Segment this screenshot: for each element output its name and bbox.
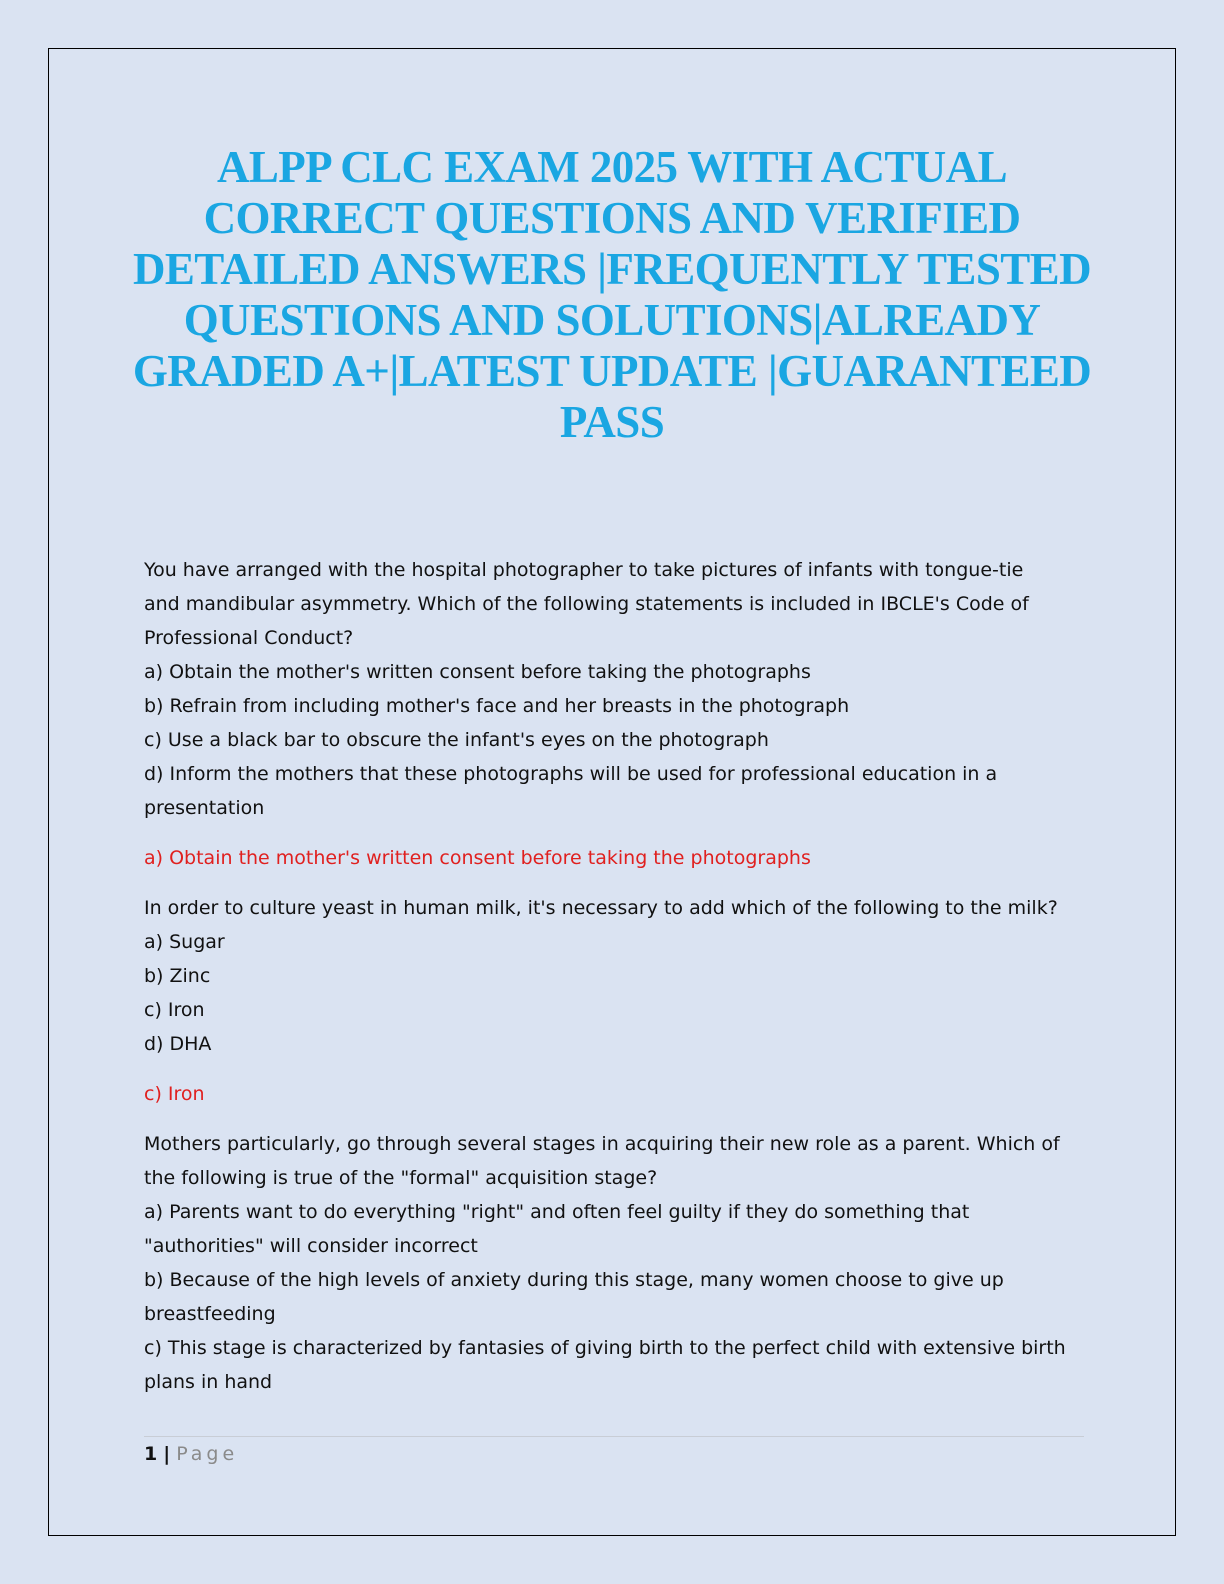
- document-title: [130, 142, 1094, 448]
- title-line: DETAILED ANSWERS |FREQUENTLY TESTED: [133, 244, 1091, 294]
- option-line: d) Inform the mothers that these photographs will be used for professional education in a: [144, 763, 998, 785]
- question-3: [144, 1127, 1084, 1399]
- questions-body: [144, 553, 1084, 1399]
- option-line: b) Zinc: [144, 965, 211, 987]
- option-line: a) Sugar: [144, 931, 225, 953]
- page-label: Page: [176, 1443, 239, 1465]
- option-line: a) Parents want to do everything "right" and often feel guilty if they do something that: [144, 1201, 970, 1223]
- stem-line: You have arranged with the hospital photographer to take pictures of infants with tongue-tie: [144, 559, 1024, 581]
- option-line: b) Refrain from including mother's face and her breasts in the photograph: [144, 695, 850, 717]
- page-number: 1: [144, 1443, 158, 1465]
- option-line: d) DHA: [144, 1033, 212, 1055]
- question-stem: [144, 1127, 1084, 1195]
- footer-separator: |: [163, 1443, 171, 1465]
- option-line: breastfeeding: [144, 1303, 276, 1325]
- correct-answer: a) Obtain the mother's written consent before taking the photographs: [144, 847, 811, 869]
- title-line: QUESTIONS AND SOLUTIONS|ALREADY: [183, 295, 1041, 345]
- option-line: presentation: [144, 797, 265, 819]
- option-line: a) Obtain the mother's written consent before taking the photographs: [144, 661, 811, 683]
- question-stem: [144, 891, 1084, 925]
- question-options: [144, 655, 1084, 825]
- footer-divider: [144, 1436, 1084, 1437]
- title-line: PASS: [559, 397, 665, 447]
- question-2: [144, 891, 1084, 1111]
- page-footer: [144, 1441, 238, 1467]
- stem-line: In order to culture yeast in human milk, it's necessary to add which of the following to the milk?: [144, 897, 1058, 919]
- question-stem: [144, 553, 1084, 655]
- option-line: plans in hand: [144, 1371, 273, 1393]
- stem-line: and mandibular asymmetry. Which of the following statements is included in IBCLE's Code of: [144, 593, 1029, 615]
- option-line: b) Because of the high levels of anxiety during this stage, many women choose to give up: [144, 1269, 1004, 1291]
- stem-line: the following is true of the "formal" acquisition stage?: [144, 1167, 658, 1189]
- title-line: ALPP CLC EXAM 2025 WITH ACTUAL: [216, 142, 1007, 192]
- stem-line: Professional Conduct?: [144, 627, 354, 649]
- question-options: [144, 1195, 1084, 1399]
- title-line: GRADED A+|LATEST UPDATE |GUARANTEED: [132, 346, 1092, 396]
- question-options: [144, 925, 1084, 1061]
- option-line: c) Use a black bar to obscure the infant's eyes on the photograph: [144, 729, 769, 751]
- question-1: [144, 553, 1084, 875]
- option-line: "authorities" will consider incorrect: [144, 1235, 478, 1257]
- option-line: c) This stage is characterized by fantasies of giving birth to the perfect child with extensive birth: [144, 1337, 1066, 1359]
- stem-line: Mothers particularly, go through several stages in acquiring their new role as a parent. Which of: [144, 1133, 1060, 1155]
- correct-answer: c) Iron: [144, 1083, 205, 1105]
- title-line: CORRECT QUESTIONS AND VERIFIED: [203, 193, 1021, 243]
- option-line: c) Iron: [144, 999, 205, 1021]
